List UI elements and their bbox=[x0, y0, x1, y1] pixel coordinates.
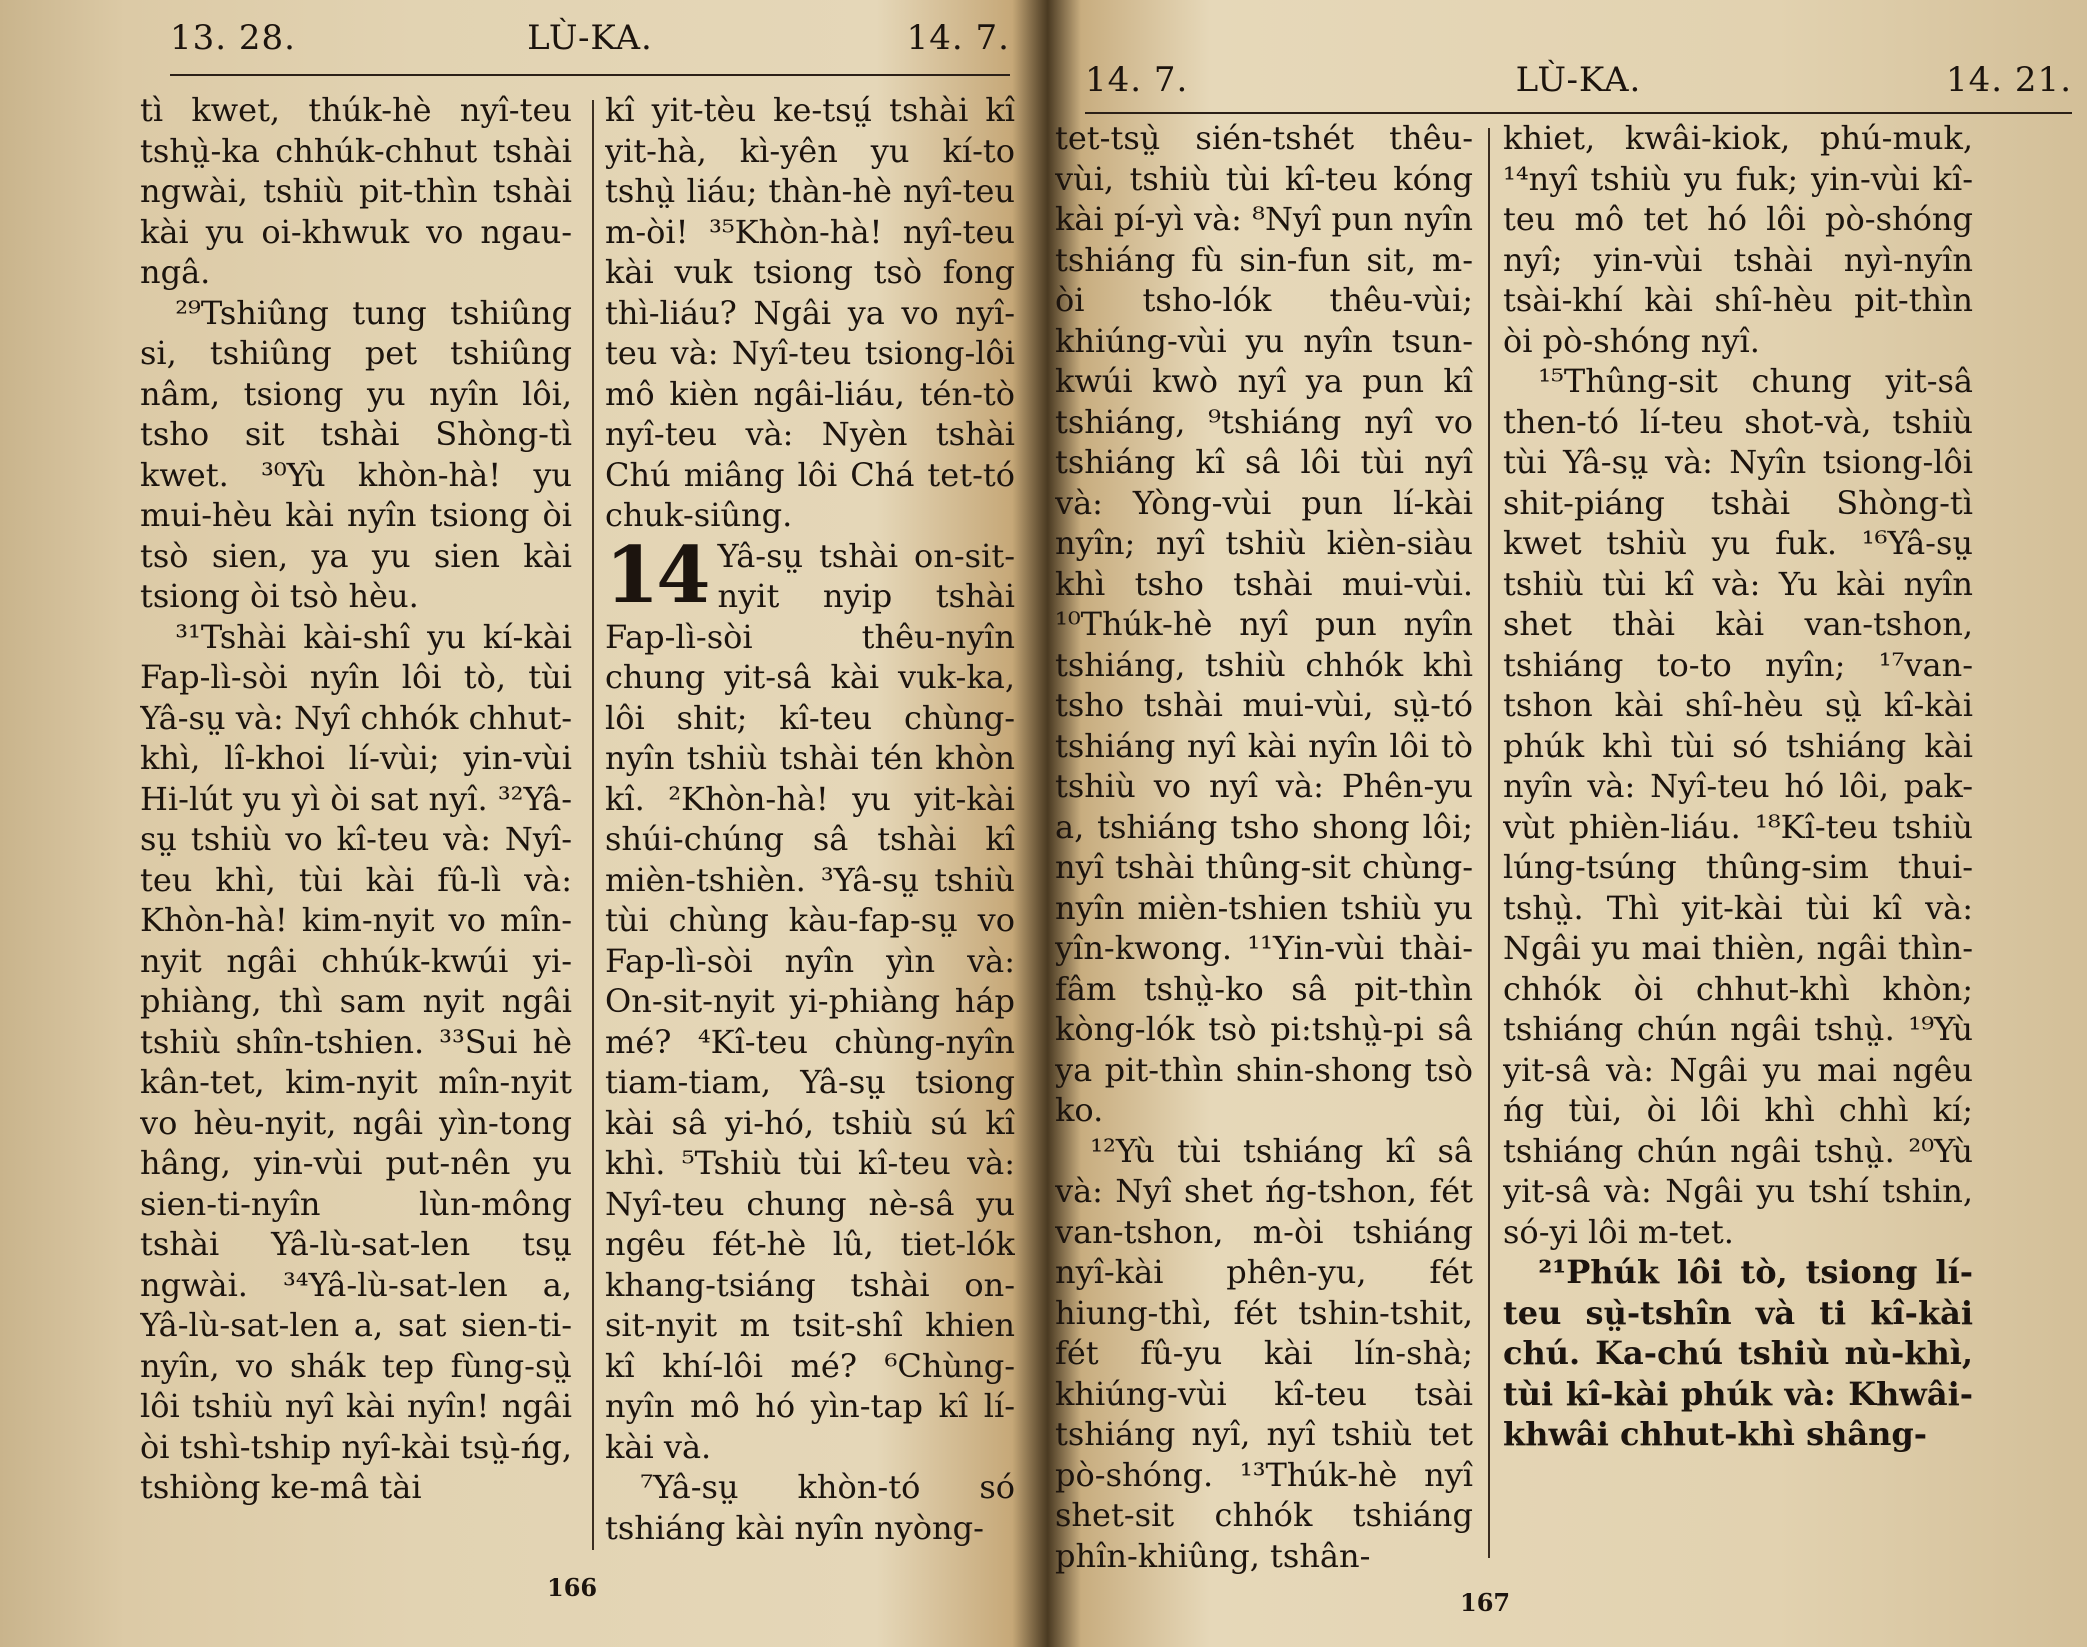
header-rule bbox=[170, 74, 1010, 76]
chapter-paragraph bbox=[605, 529, 1015, 1468]
left-page-header bbox=[170, 18, 1010, 78]
paragraph: ²¹Phúk lôi tò, tsiong lí-teu sṳ̀-tshîn và ti kî-kài chú. Ka-chú tshiù nù-khì, tùi kî-kài phúk và: Khwâi-khwâi chhut-khì shâng- bbox=[1503, 1253, 1973, 1453]
page-number: 166 bbox=[547, 1573, 598, 1602]
chapter-number: 14 bbox=[605, 529, 708, 621]
paragraph: ⁷Yâ-sṳ khòn-tó só tshiáng kài nyîn nyòng- bbox=[605, 1468, 1015, 1547]
left-column-2 bbox=[605, 90, 1015, 1560]
header-title: LÙ-KA. bbox=[527, 18, 653, 58]
right-page-header bbox=[1085, 60, 2072, 120]
right-column-1 bbox=[1055, 118, 1473, 1588]
header-ref-right: 14. 21. bbox=[1946, 60, 2072, 100]
paragraph: ¹⁵Thûng-sit chung yit-sâ then-tó lí-teu shot-và, tshiù tùi Yâ-sṳ và: Nyîn tsiong-lôi shit-piáng tshài Shòng-tì kwet tshiù yu fuk. ¹⁶Yâ-sṳ tshiù tùi kî và: Yu kài nyîn shet thài kài van-tshon, tshiáng to-to nyîn; ¹⁷van-tshon kài shî-hèu sṳ̀ kî-kài phúk khì tùi só tshiáng kài nyîn và: Nyî-teu hó lôi, pak-vùt phièn-liáu. ¹⁸Kî-teu tshiù lúng-tsúng thûng-sim thui-tshṳ̀. Thì yit-kài tùi kî và: Ngâi yu mai thièn, ngâi thìn-chhók òi chhut-khì khòn; tshiáng chún ngâi tshṳ̀. ¹⁹Yù yit-sâ và: Ngâi yu mai ngêu ńg tùi, òi lôi khì chhì kí; tshiáng chún ngâi tshṳ̀. ²⁰Yù yit-sâ và: Ngâi yu tshí tshin, só-yi lôi m-tet. bbox=[1503, 362, 1973, 1251]
header-ref-left: 14. 7. bbox=[1085, 60, 1189, 100]
column-divider bbox=[1488, 128, 1490, 1558]
paragraph: ³¹Tshài kài-shî yu kí-kài Fap-lì-sòi nyîn lôi tò, tùi Yâ-sṳ và: Nyî chhók chhut-khì, lî-khoi lí-vùi; yin-vùi Hi-lút yu yì òi sat nyî. ³²Yâ-sṳ tshiù vo kî-teu và: Nyî-teu khì, tùi kài fû-lì và: Khòn-hà! kim-nyit vo mîn-nyit ngâi chhúk-kwúi yi-phiàng, thì sam nyit ngâi tshiù shîn-tshien. ³³Sui hè kân-tet, kim-nyit mîn-nyit vo hèu-nyit, ngâi yìn-tong hâng, yin-vùi put-nên yu sien-ti-nyîn lùn-mông tshài Yâ-lù-sat-len tsṳ ngwài. ³⁴Yâ-lù-sat-len a, Yâ-lù-sat-len a, sat sien-ti-nyîn, vo shák tep fùng-sṳ̀ lôi tshiù nyî kài nyîn! ngâi òi tshì-tship nyî-kài tsṳ̀-ńg, tshiòng ke-mâ tài bbox=[140, 617, 572, 1506]
left-page bbox=[0, 0, 1030, 1647]
right-page bbox=[1045, 0, 2087, 1647]
left-column-1 bbox=[140, 90, 572, 1560]
paragraph: kî yit-tèu ke-tsṳ́ tshài kî yit-hà, kì-yên yu kí-to tshṳ̀ liáu; thàn-hè nyî-teu m-òi! ³⁵Khòn-hà! nyî-teu kài vuk tsiong tsò fong thì-liáu? Ngâi ya vo nyî-teu và: Nyî-teu tsiong-lôi mô kièn ngâi-liáu, tén-tò nyî-teu và: Nyèn tshài Chú miâng lôi Chá tet-tó chuk-siûng. bbox=[605, 91, 1015, 534]
column-divider bbox=[592, 100, 594, 1550]
paragraph: tì kwet, thúk-hè nyî-teu tshṳ̀-ka chhúk-chhut tshài ngwài, tshiù pit-thìn tshài kài yu oi-khwuk vo ngau-ngâ. bbox=[140, 91, 572, 291]
chapter-text: Yâ-sṳ tshài on-sit-nyit nyip tshài Fap-lì-sòi thêu-nyîn chung yit-sâ kài vuk-ka, lôi shit; kî-teu chùng-nyîn tshiù tshài tén khòn kî. ²Khòn-hà! yu yit-kài shúi-chúng sâ tshài kî mièn-tshièn. ³Yâ-sṳ tshiù tùi chùng kàu-fap-sṳ vo Fap-lì-sòi nyîn yìn và: On-sit-nyit yi-phiàng háp mé? ⁴Kî-teu chùng-nyîn tiam-tiam, Yâ-sṳ tsiong kài sâ yi-hó, tshiù sú kî khì. ⁵Tshiù tùi kî-teu và: Nyî-teu chung nè-sâ yu ngêu fét-hè lû, tiet-lók khang-tsiáng tshài on-sit-nyit m tsit-shî khien kî khí-lôi mé? ⁶Chùng-nyîn mô hó yìn-tap kî lí-kài và. bbox=[605, 536, 1015, 1466]
header-title: LÙ-KA. bbox=[1515, 60, 1642, 100]
right-column-2 bbox=[1503, 118, 1973, 1588]
header-rule bbox=[1085, 112, 2072, 114]
paragraph: ²⁹Tshiûng tung tshiûng si, tshiûng pet tshiûng nâm, tsiong yu nyîn lôi, tsho sit tshài Shòng-tì kwet. ³⁰Yù khòn-hà! yu mui-hèu kài nyîn tsiong òi tsò sien, ya yu sien kài tsiong òi tsò hèu. bbox=[140, 293, 572, 615]
header-ref-right: 14. 7. bbox=[906, 18, 1010, 58]
header-ref-left: 13. 28. bbox=[170, 18, 296, 58]
paragraph: tet-tsṳ̀ sién-tshét thêu-vùi, tshiù tùi kî-teu kóng kài pí-yì và: ⁸Nyî pun nyîn tshiáng fù sin-fun sit, m-òi tsho-lók thêu-vùi; khiúng-vùi yu nyîn tsun-kwúi kwò nyî ya pun kî tshiáng, ⁹tshiáng nyî vo tshiáng kî sâ lôi tùi nyî và: Yòng-vùi pun lí-kài nyîn; nyî tshiù kièn-siàu khì tsho tshài mui-vùi. ¹⁰Thúk-hè nyî pun nyîn tshiáng, tshiù chhók khì tsho tshài mui-vùi, sṳ̀-tó tshiáng nyî kài nyîn lôi tò tshiù vo nyî và: Phên-yu a, tshiáng tsho shong lôi; nyî tshài thûng-sit chùng-nyîn mièn-tshien tshiù yu yîn-kwong. ¹¹Yin-vùi thài-fâm tshṳ̀-ko sâ pit-thìn kòng-lók tsò pi:tshṳ̀-pi sâ ya pit-thìn shin-shong tsò ko. bbox=[1055, 119, 1473, 1129]
paragraph: khiet, kwâi-kiok, phú-muk, ¹⁴nyî tshiù yu fuk; yin-vùi kî-teu mô tet hó lôi pò-shóng nyî; yin-vùi tshài nyì-nyîn tsài-khí kài shî-hèu pit-thìn òi pò-shóng nyî. bbox=[1503, 119, 1973, 360]
page-number: 167 bbox=[1460, 1588, 1511, 1617]
paragraph: ¹²Yù tùi tshiáng kî sâ và: Nyî shet ńg-tshon, fét van-tshon, m-òi tshiáng nyî-kài phên-yu, fét hiung-thì, fét tshin-tshit, fét fû-yu kài lín-shà; khiúng-vùi kî-teu tsài tshiáng nyî, nyî tshiù tet pò-shóng. ¹³Thúk-hè nyî shet-sit chhók tshiáng phîn-khiûng, tshân- bbox=[1055, 1131, 1473, 1575]
